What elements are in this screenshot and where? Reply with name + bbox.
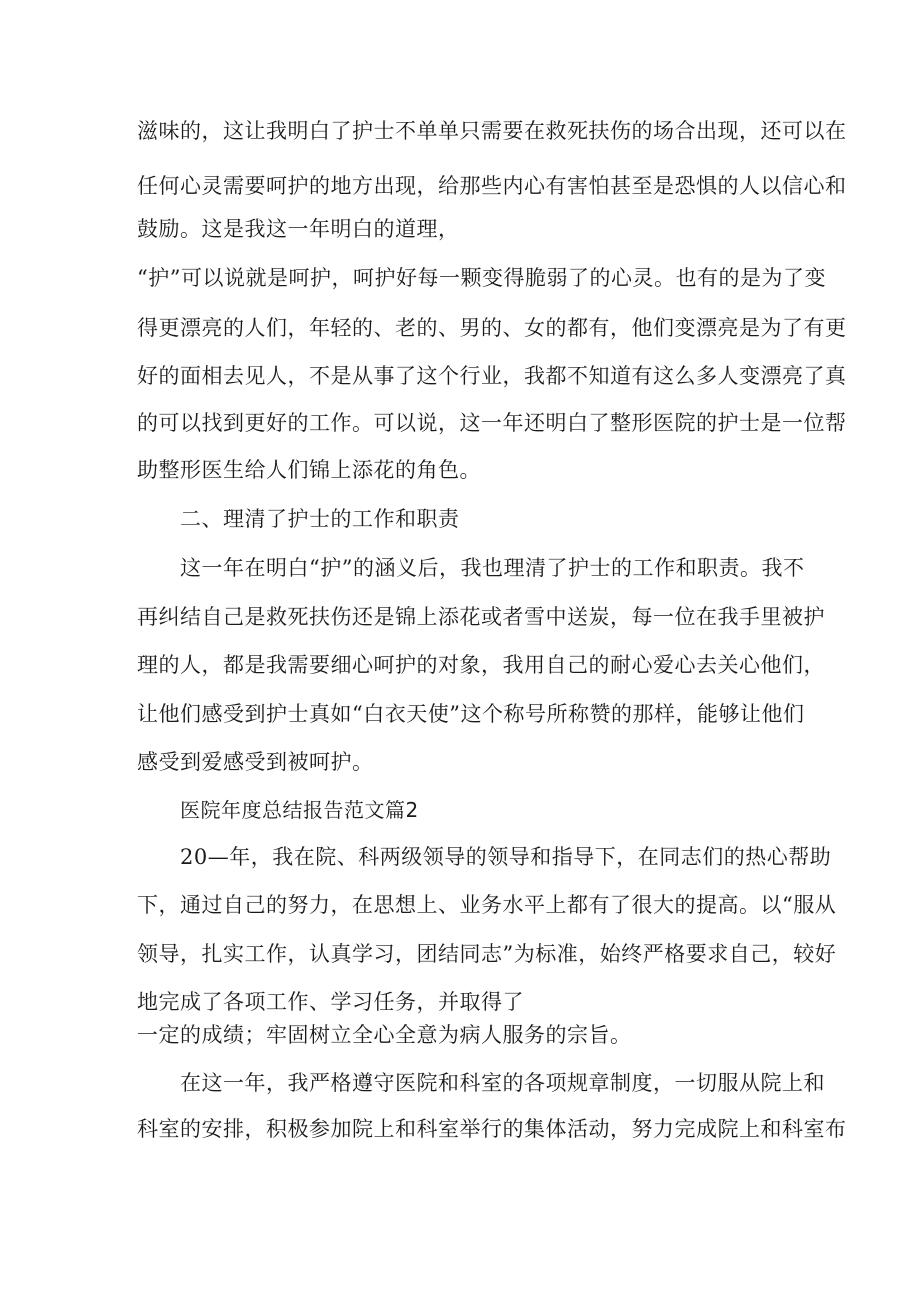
article-title: 医院年度总结报告范文篇2: [180, 798, 419, 822]
paragraph-line: 20—年，我在院、科两级领导的领导和指导下，在同志们的热心帮助: [180, 845, 832, 869]
section-heading: 二、理清了护士的工作和职责: [180, 507, 460, 531]
paragraph-line: 让他们感受到护士真如“白衣天使”这个称号所称赞的那样，能够让他们: [137, 702, 805, 726]
paragraph-line: 任何心灵需要呵护的地方出现，给那些内心有害怕甚至是恐惧的人以信心和: [137, 174, 847, 198]
paragraph-line: 在这一年，我严格遵守医院和科室的各项规章制度，一切服从院上和: [180, 1071, 825, 1095]
paragraph-line: 的可以找到更好的工作。可以说，这一年还明白了整形医院的护士是一位帮: [137, 411, 847, 435]
paragraph-line: 领导，扎实工作，认真学习，团结同志”为标准，始终严格要求自己，较好: [137, 942, 837, 966]
paragraph-line: 滋味的，这让我明白了护士不单单只需要在救死扶伤的场合出现，还可以在: [137, 119, 847, 143]
paragraph-line: 好的面相去见人，不是从事了这个行业，我都不知道有这么多人变漂亮了真: [137, 364, 847, 388]
paragraph-line: 鼓励。这是我这一年明白的道理，: [137, 217, 460, 241]
paragraph-line: 感受到爱感受到被呵护。: [137, 750, 374, 774]
paragraph-line: 再纠结自己是救死扶伤还是锦上添花或者雪中送炭，每一位在我手里被护: [137, 605, 825, 629]
paragraph-line: 科室的安排，积极参加院上和科室举行的集体活动，努力完成院上和科室布: [137, 1117, 847, 1141]
paragraph-line: 这一年在明白“护”的涵义后，我也理清了护士的工作和职责。我不: [180, 556, 805, 580]
paragraph-line: 得更漂亮的人们，年轻的、老的、男的、女的都有，他们变漂亮是为了有更: [137, 316, 847, 340]
paragraph-line: 下，通过自己的努力，在思想上、业务水平上都有了很大的提高。以“服从: [137, 893, 837, 917]
paragraph-line: 助整形医生给人们锦上添花的角色。: [137, 458, 481, 482]
paragraph-line: “护”可以说就是呵护，呵护好每一颗变得脆弱了的心灵。也有的是为了变: [137, 266, 826, 290]
paragraph-line: 理的人，都是我需要细心呵护的对象，我用自己的耐心爱心去关心他们，: [137, 653, 825, 677]
paragraph-line: 地完成了各项工作、学习任务，并取得了: [137, 990, 524, 1014]
paragraph-line: 一定的成绩；牢固树立全心全意为病人服务的宗旨。: [137, 1023, 632, 1047]
